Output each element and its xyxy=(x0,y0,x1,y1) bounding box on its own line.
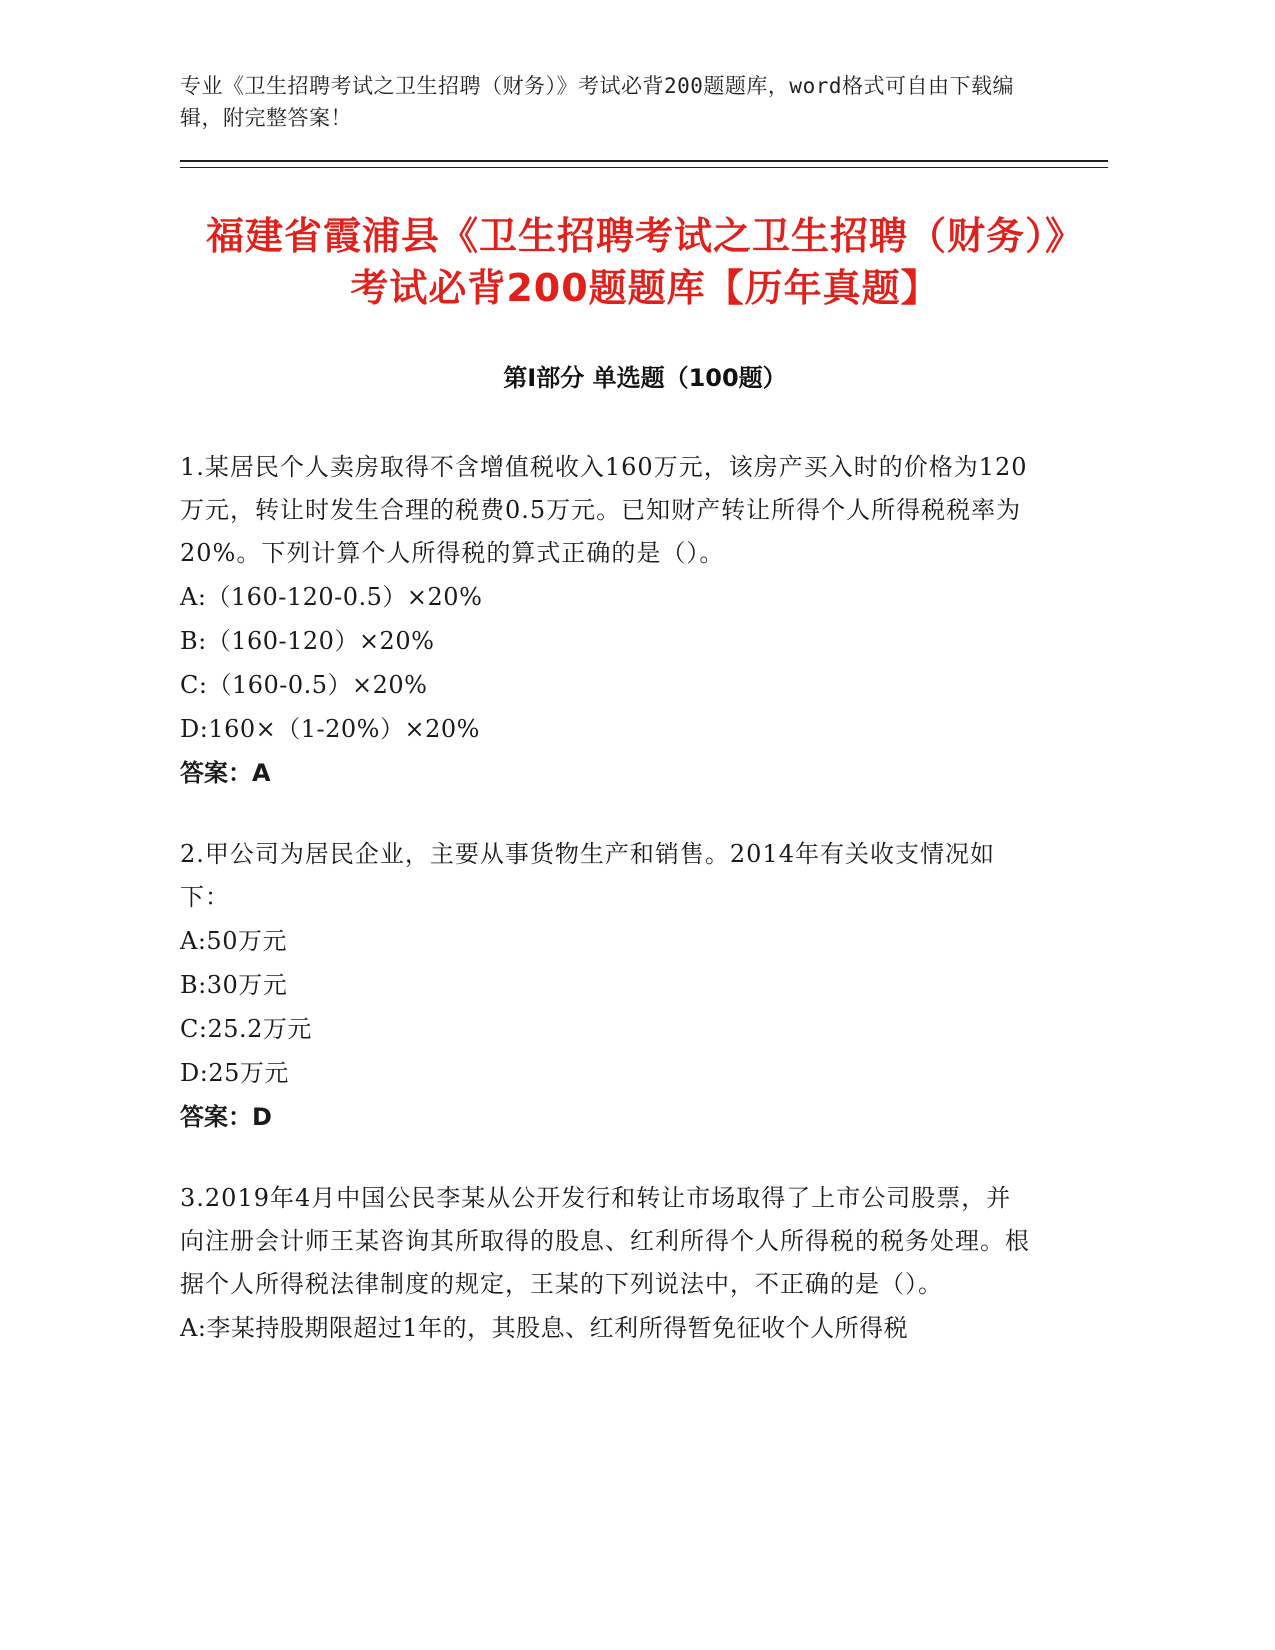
header-divider xyxy=(180,160,1108,168)
question-option: B:30万元 xyxy=(180,971,288,999)
question-answer: 答案：A xyxy=(180,759,271,787)
question-option: D:25万元 xyxy=(180,1059,289,1087)
question-option: B:（160-120）×20% xyxy=(180,627,435,655)
question-list xyxy=(180,446,1030,1350)
question-item xyxy=(180,833,1030,1139)
section-heading: 第Ⅰ部分 单选题（100题） xyxy=(503,364,787,392)
question-option: A:（160-120-0.5）×20% xyxy=(180,583,483,611)
question-option: C:25.2万元 xyxy=(180,1015,312,1043)
document-title: 福建省霞浦县《卫生招聘考试之卫生招聘（财务）》考试必背200题题库【历年真题】 xyxy=(205,214,1084,310)
header-note: 专业《卫生招聘考试之卫生招聘（财务）》考试必背200题题库，word格式可自由下载编辑，附完整答案！ xyxy=(180,74,1014,130)
document-page xyxy=(180,70,1110,1388)
question-stem: 2.甲公司为居民企业，主要从事货物生产和销售。2014年有关收支情况如下： xyxy=(180,840,995,911)
question-stem: 3.2019年4月中国公民李某从公开发行和转让市场取得了上市公司股票，并向注册会计师王某咨询其所取得的股息、红利所得个人所得税的税务处理。根据个人所得税法律制度的规定，王某的下列说法中，不正确的是（）。 xyxy=(180,1184,1030,1298)
question-item xyxy=(180,446,1030,795)
question-answer: 答案：D xyxy=(180,1103,272,1131)
question-option: D:160×（1-20%）×20% xyxy=(180,715,480,743)
question-option: A:李某持股期限超过1年的，其股息、红利所得暂免征收个人所得税 xyxy=(180,1314,909,1342)
question-option: A:50万元 xyxy=(180,927,287,955)
question-option: C:（160-0.5）×20% xyxy=(180,671,428,699)
question-item xyxy=(180,1177,1030,1350)
question-stem: 1.某居民个人卖房取得不含增值税收入160万元，该房产买入时的价格为120万元，转让时发生合理的税费0.5万元。已知财产转让所得个人所得税税率为20%。下列计算个人所得税的算式正确的是（）。 xyxy=(180,453,1028,567)
